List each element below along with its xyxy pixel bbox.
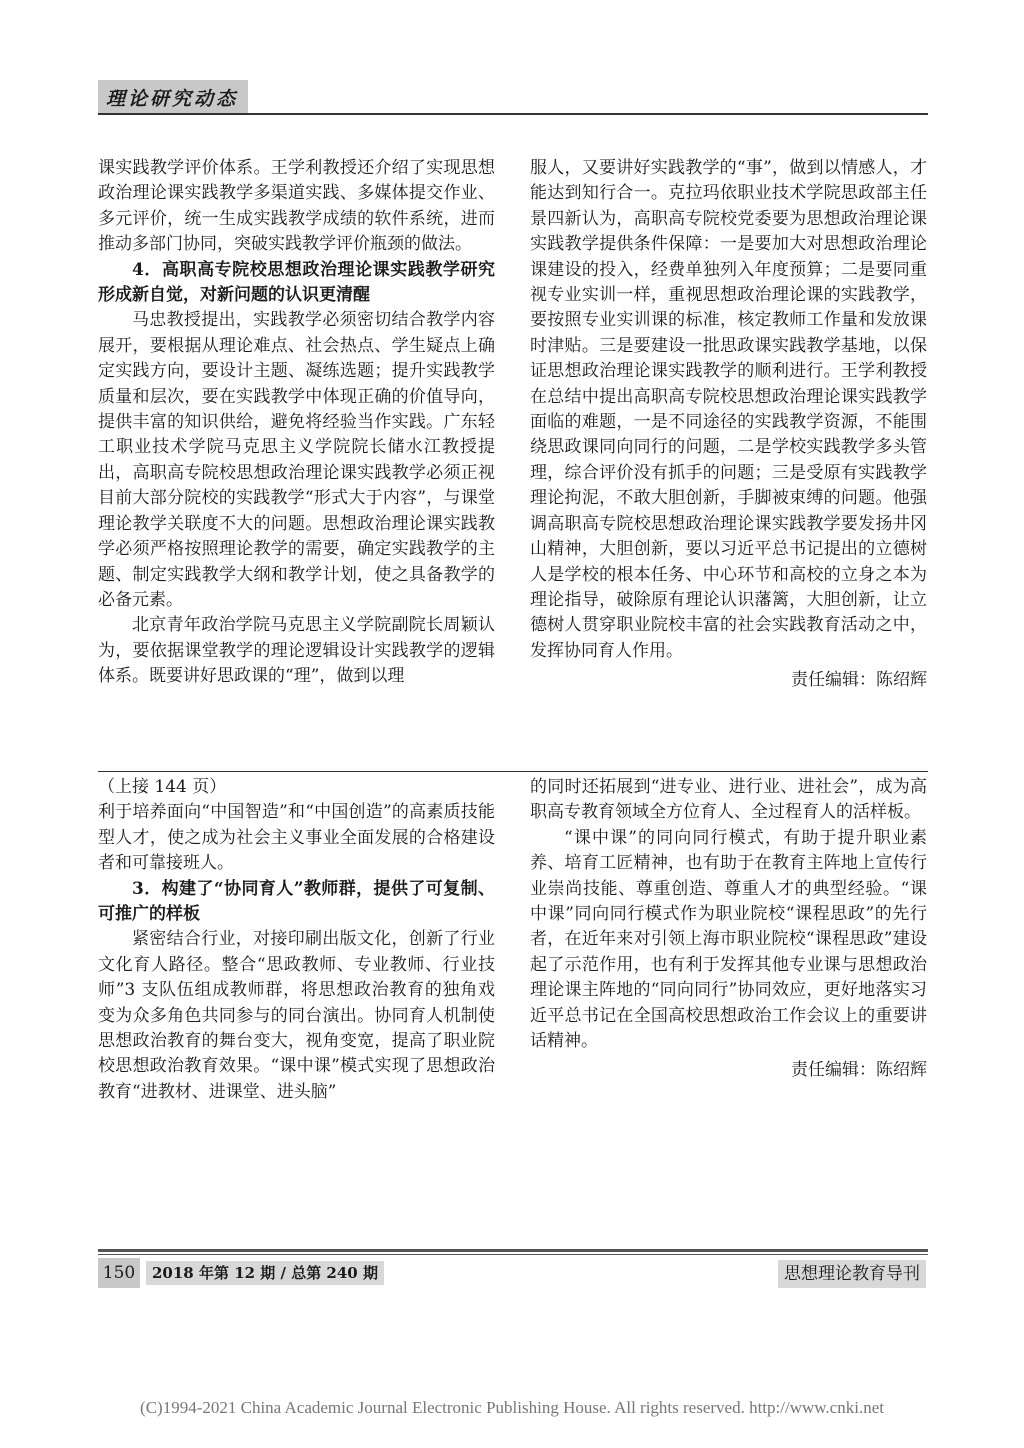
lower-right-column bbox=[530, 775, 927, 1084]
issue-info: 2018 年第 12 期 / 总第 240 期 bbox=[146, 1261, 384, 1285]
section-title: 理论研究动态 bbox=[98, 80, 248, 114]
lower-left-column bbox=[98, 775, 495, 1105]
paragraph: 课实践教学评价体系。王学利教授还介绍了实现思想政治理论课实践教学多渠道实践、多媒体提交作业、多元评价，统一生成实践教学成绩的软件系统，进而推动多部门协同，突破实践教学评价瓶颈的做法。 bbox=[98, 158, 495, 255]
header-rule bbox=[98, 113, 928, 115]
paragraph: 紧密结合行业，对接印刷出版文化，创新了行业文化育人路径。整合“思政教师、专业教师、行业技师”3 支队伍组成教师群，将思想政治教育的独角戏变为众多角色共同参与的同台演出。协同育人机制使思想政治教育的舞台变大，视角变宽，提高了职业院校思想政治教育效果。“课中课”模式实现了思想政治教育“进教材、进课堂、进头脑” bbox=[98, 929, 495, 1102]
footer-rule bbox=[98, 1249, 928, 1252]
section-heading: 4．高职高专院校思想政治理论课实践教学研究形成新自觉，对新问题的认识更清醒 bbox=[98, 259, 495, 306]
article-divider bbox=[98, 771, 928, 772]
paragraph: “课中课”的同向同行模式，有助于提升职业素养、培育工匠精神，也有助于在教育主阵地上宣传行业崇尚技能、尊重创造、尊重人才的典型经验。“课中课”同向同行模式作为职业院校“课程思政”的先行者，在近年来对引领上海市职业院校“课程思政”建设起了示范作用，也有利于发挥其他专业课与思想政治理论课主阵地的“同向同行”协同效应，更好地落实习近平总书记在全国高校思想政治工作会议上的重要讲话精神。 bbox=[530, 827, 927, 1052]
footer-rule-thin bbox=[98, 1254, 928, 1255]
upper-right-column bbox=[530, 156, 927, 694]
paragraph: 北京青年政治学院马克思主义学院副院长周颖认为，要依据课堂教学的理论逻辑设计实践教学的逻辑体系。既要讲好思政课的“理”，做到以理 bbox=[98, 615, 495, 687]
paragraph: （上接 144 页） bbox=[98, 777, 227, 797]
page-number: 150 bbox=[98, 1258, 140, 1288]
journal-name: 思想理论教育导刊 bbox=[778, 1260, 926, 1288]
paragraph: 马忠教授提出，实践教学必须密切结合教学内容展开，要根据从理论难点、社会热点、学生疑点上确定实践方向，要设计主题、凝练选题；提升实践教学质量和层次，要在实践教学中体现正确的价值导向，提供丰富的知识供给，避免将经验当作实践。广东轻工职业技术学院马克思主义学院院长储水江教授提出，高职高专院校思想政治理论课实践教学必须正视目前大部分院校的实践教学“形式大于内容”，与课堂理论教学关联度不大的问题。思想政治理论课实践教学必须严格按照理论教学的需要，确定实践教学的主题、制定实践教学大纲和教学计划，使之具备教学的必备元素。 bbox=[98, 310, 495, 610]
paragraph: 利于培养面向“中国智造”和“中国创造”的高素质技能型人才，使之成为社会主义事业全面发展的合格建设者和可靠接班人。 bbox=[98, 802, 495, 874]
upper-left-column bbox=[98, 156, 495, 690]
paragraph: 服人，又要讲好实践教学的“事”，做到以情感人，才能达到知行合一。克拉玛依职业技术学院思政部主任景四新认为，高职高专院校党委要为思想政治理论课实践教学提供条件保障：一是要加大对思想政治理论课建设的投入，经费单独列入年度预算；二是要同重视专业实训一样，重视思想政治理论课的实践教学，要按照专业实训课的标准，核定教师工作量和发放课时津贴。三是要建设一批思政课实践教学基地，以保证思想政治理论课实践教学的顺利进行。王学利教授在总结中提出高职高专院校思想政治理论课实践教学面临的难题，一是不同途径的实践教学资源，不能围绕思政课同向同行的问题，二是学校实践教学多头管理，综合评价没有抓手的问题；三是受原有实践教学理论拘泥，不敢大胆创新，手脚被束缚的问题。他强调高职高专院校思想政治理论课实践教学要发扬井冈山精神，大胆创新，要以习近平总书记提出的立德树人是学校的根本任务、中心环节和高校的立身之本为理论指导，破除原有理论认识藩篱，大胆创新，让立德树人贯穿职业院校丰富的社会实践教育活动之中，发挥协同育人作用。 bbox=[530, 158, 927, 661]
paragraph: 的同时还拓展到“进专业、进行业、进社会”，成为高职高专教育领域全方位育人、全过程育人的活样板。 bbox=[530, 777, 927, 823]
editor-credit: 责任编辑：陈绍辉 bbox=[791, 1060, 927, 1081]
editor-credit: 责任编辑：陈绍辉 bbox=[791, 670, 927, 691]
section-heading: 3．构建了“协同育人”教师群，提供了可复制、可推广的样板 bbox=[98, 878, 495, 925]
copyright-notice: (C)1994-2021 China Academic Journal Electronic Publishing House. All rights reserved. http://www.cnki.net bbox=[140, 1398, 884, 1417]
